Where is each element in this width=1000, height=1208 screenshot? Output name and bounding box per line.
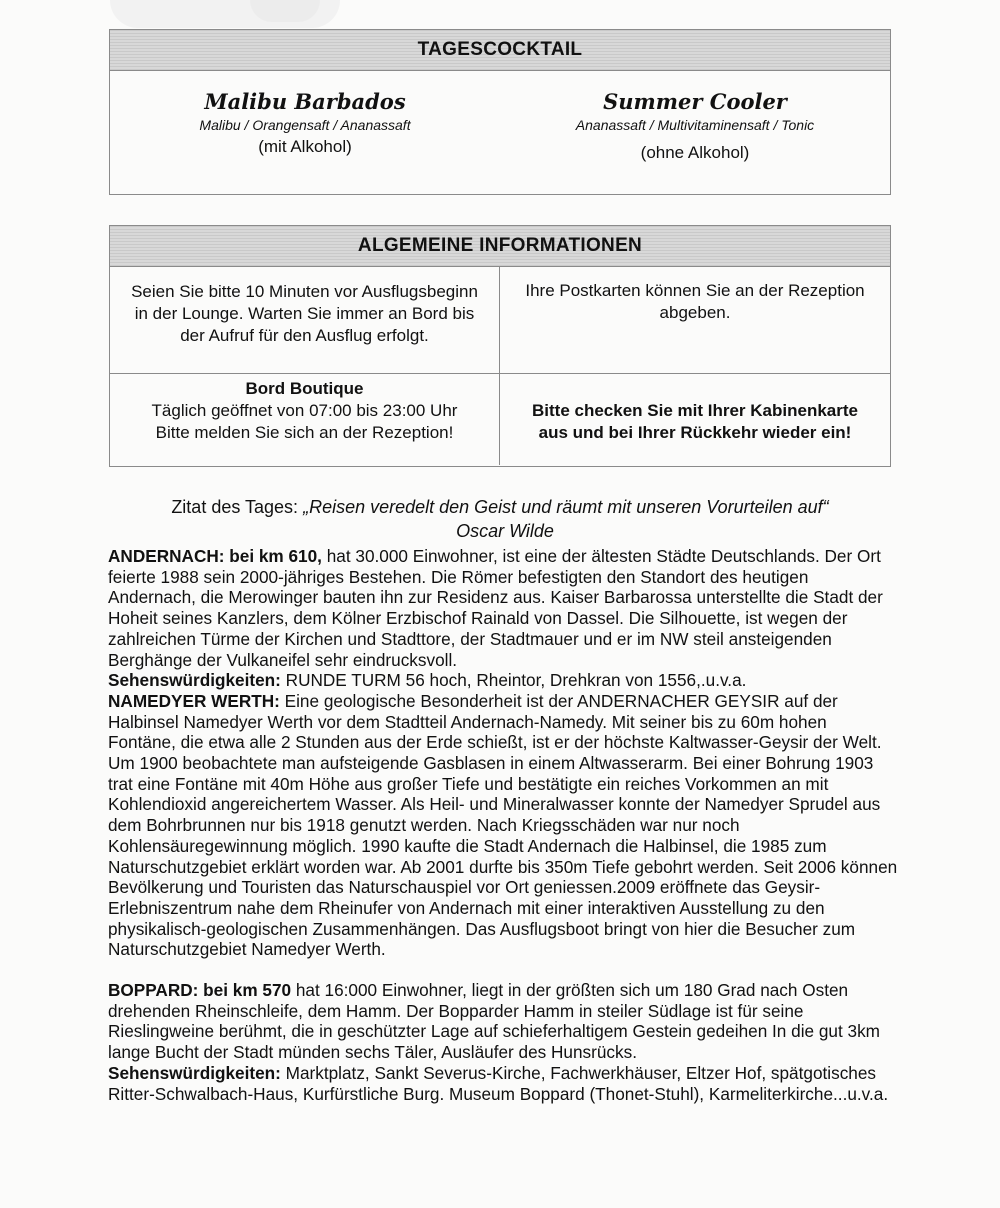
boutique-hours: Täglich geöffnet von 07:00 bis 23:00 Uhr bbox=[151, 401, 458, 420]
drink-name: Malibu Barbados bbox=[204, 89, 406, 114]
namedyer-paragraph bbox=[108, 691, 898, 960]
checkin-notice: Bitte checken Sie mit Ihrer Kabinenkarte aus und bei Ihrer Rückkehr wieder ein! bbox=[532, 401, 858, 442]
paragraph-gap bbox=[108, 960, 898, 980]
andernach-title: ANDERNACH: bei km 610, bbox=[108, 546, 322, 566]
drink-card bbox=[500, 71, 890, 163]
sights-text: RUNDE TURM 56 hoch, Rheintor, Drehkran von 1556,.u.v.a. bbox=[280, 670, 747, 691]
boutique-notice bbox=[110, 374, 500, 465]
drink-card bbox=[110, 71, 500, 163]
andernach-text: hat 30.000 Einwohner, ist eine der ältesten Städte Deutschlands. Der Ort feierte 1988 sein 2000-jähriges Bestehen. Die Römer befestigten den Standort des heutigen Andernach, die Merowinger bauten ihn zur Residenz aus. Kaiser Barbarossa unterstellte die Stadt der Hoheit seines Kanzlers, dem Kölner Erzbischof Rainald von Dassel. Die Silhouette, ist wegen der zahlreichen Türme der Kirchen und Stadttore, der Stadtmauer und er im NW steil ansteigenden Berghänge der Vulkaneifel sehr eindrucksvoll. bbox=[108, 546, 883, 670]
bleed-through-shape bbox=[110, 0, 340, 28]
boppard-text: hat 16:000 Einwohner, liegt in der größten sich um 180 Grad nach Osten drehenden Rheinschleife, dem Hamm. Der Bopparder Hamm in steiler Südlage ist für seine Rieslingweine berühmt, die in geschützter Lage auf schieferhaltigem Gestein gedeihen In die gut 3km lange Bucht der Stadt münden sechs Täler, Ausläufer des Hunsrücks. bbox=[108, 980, 880, 1063]
quote-text: „Reisen veredelt den Geist und räumt mit unseren Vorurteilen auf“ bbox=[303, 497, 829, 517]
postcards-notice: Ihre Postkarten können Sie an der Rezeption abgeben. bbox=[500, 267, 890, 374]
cocktail-heading: TAGESCOCKTAIL bbox=[110, 30, 890, 71]
namedyer-title: NAMEDYER WERTH: bbox=[108, 690, 280, 711]
sights-label: Sehenswürdigkeiten: bbox=[108, 1062, 281, 1083]
boppard-paragraph bbox=[108, 980, 898, 1063]
drink-alcohol-note: (ohne Alkohol) bbox=[640, 143, 750, 162]
drink-ingredients: Ananassaft / Multivitaminensaft / Tonic bbox=[575, 117, 815, 133]
article-body bbox=[108, 546, 898, 1104]
info-heading: ALGEMEINE INFORMATIONEN bbox=[110, 226, 890, 267]
sights-text: Marktplatz, Sankt Severus-Kirche, Fachwerkhäuser, Eltzer Hof, spätgotisches Ritter-Schwalbach-Haus, Kurfürstliche Burg. Museum Boppard (Thonet-Stuhl), Karmeliterkirche...u.v.a. bbox=[108, 1062, 889, 1104]
boutique-title: Bord Boutique bbox=[245, 379, 364, 398]
info-box bbox=[109, 225, 891, 467]
namedyer-text: Eine geologische Besonderheit ist der ANDERNACHER GEYSIR auf der Halbinsel Namedyer Werth vor dem Stadtteil Andernach-Namedy. Mit seiner bis zu 60m hohen Fontäne, die etwa alle 2 Stunden aus der Erde schießt, ist er der höchste Kaltwasser-Geysir der Welt. Um 1900 beobachtete man aufsteigende Gasblasen in einem Altwasserarm. Bei einer Bohrung 1903 trat eine Fontäne mit 40m Höhe aus großer Tiefe und bestätigte ein reiches Vorkommen an mit Kohlendioxid angereichertem Wasser. Als Heil- und Mineralwasser konnte der Namedyer Sprudel aus dem Bohrbrunnen nur bis 1918 genutzt werden. Nach Kriegsschäden war nur noch Kohlensäuregewinnung möglich. 1990 kaufte die Stadt Andernach die Halbinsel, die 1985 zum Naturschutzgebiet erklärt worden war. Ab 2001 durfte bis 350m Tiefe gebohrt werden. Seit 2006 können Bevölkerung und Touristen das Naturschauspiel vor Ort geniessen.2009 eröffnete das Geysir-Erlebniszentrum nahe dem Rheinufer von Andernach mit einer interaktiven Ausstellung zu den physikalisch-geologischen Zusammenhängen. Das Ausflugsboot bringt von hier die Besucher zum Naturschutzgebiet Namedyer Werth. bbox=[108, 690, 898, 960]
drink-ingredients: Malibu / Orangensaft / Ananassaft bbox=[199, 117, 411, 133]
boppard-sights bbox=[108, 1063, 898, 1104]
quote-label: Zitat des Tages: bbox=[171, 497, 299, 517]
quote-of-the-day bbox=[0, 495, 1000, 543]
drink-name: Summer Cooler bbox=[603, 89, 787, 114]
andernach-sights bbox=[108, 670, 898, 691]
cocktail-box bbox=[109, 29, 891, 195]
sights-label: Sehenswürdigkeiten: bbox=[108, 670, 281, 691]
andernach-paragraph bbox=[108, 546, 898, 670]
bleed-through-shape bbox=[250, 0, 320, 22]
drink-alcohol-note: (mit Alkohol) bbox=[258, 137, 352, 156]
quote-author: Oscar Wilde bbox=[456, 521, 554, 541]
boutique-note: Bitte melden Sie sich an der Rezeption! bbox=[155, 423, 454, 442]
lounge-notice: Seien Sie bitte 10 Minuten vor Ausflugsbeginn in der Lounge. Warten Sie immer an Bord bis der Aufruf für den Ausflug erfolgt. bbox=[110, 267, 500, 374]
boppard-title: BOPPARD: bei km 570 bbox=[108, 980, 292, 1001]
